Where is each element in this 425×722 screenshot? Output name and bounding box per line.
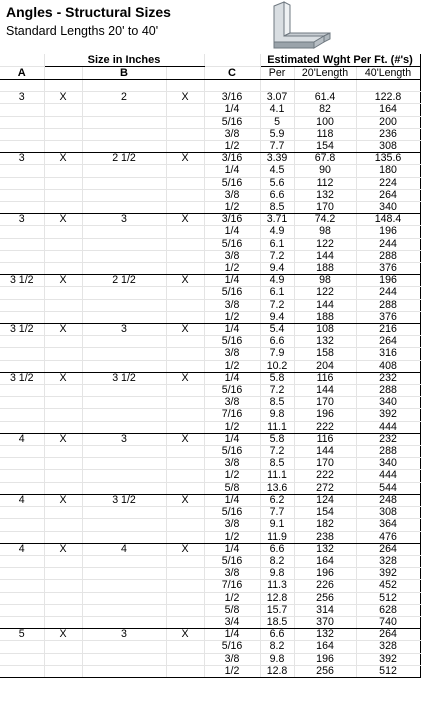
weight-20-length-cell: 108 <box>294 324 356 336</box>
size-c-cell: 3/16 <box>204 153 260 165</box>
weight-40-length-cell: 544 <box>356 482 420 494</box>
x-separator: X <box>166 324 204 336</box>
size-c-cell: 5/16 <box>204 446 260 458</box>
size-c-cell: 3/8 <box>204 653 260 665</box>
x-separator: X <box>44 433 82 445</box>
table-row <box>0 141 420 153</box>
size-c-cell: 1/2 <box>204 531 260 543</box>
weight-per-ft-cell: 7.7 <box>260 507 294 519</box>
table-row <box>0 226 420 238</box>
column-header-b: B <box>82 67 166 80</box>
weight-20-length-cell: 74.2 <box>294 214 356 226</box>
size-c-cell: 3/8 <box>204 348 260 360</box>
x-separator: X <box>44 543 82 555</box>
weight-40-length-cell: 232 <box>356 372 420 384</box>
weight-40-length-cell: 288 <box>356 250 420 262</box>
weight-per-ft-cell: 8.5 <box>260 458 294 470</box>
size-c-cell: 3/8 <box>204 189 260 201</box>
weight-40-length-cell: 408 <box>356 360 420 372</box>
size-c-cell: 1/4 <box>204 372 260 384</box>
size-c-cell: 3/8 <box>204 519 260 531</box>
size-b-cell: 3 <box>82 214 166 226</box>
weight-20-length-cell: 170 <box>294 458 356 470</box>
x-separator: X <box>44 372 82 384</box>
table-row <box>0 616 420 628</box>
size-c-cell: 1/4 <box>204 275 260 287</box>
table-row <box>0 433 420 445</box>
table-row <box>0 641 420 653</box>
column-header-per: Per <box>260 67 294 80</box>
size-b-cell: 4 <box>82 543 166 555</box>
page-title: Angles - Structural Sizes <box>6 4 171 20</box>
weight-20-length-cell: 256 <box>294 592 356 604</box>
weight-per-ft-cell: 8.5 <box>260 202 294 214</box>
table-row <box>0 470 420 482</box>
weight-40-length-cell: 740 <box>356 616 420 628</box>
x-separator: X <box>166 543 204 555</box>
table-row <box>0 177 420 189</box>
table-row <box>0 580 420 592</box>
weight-20-length-cell: 98 <box>294 275 356 287</box>
weight-40-length-cell: 236 <box>356 128 420 140</box>
weight-20-length-cell: 144 <box>294 250 356 262</box>
weight-40-length-cell: 512 <box>356 665 420 677</box>
table-row <box>0 409 420 421</box>
weight-40-length-cell: 244 <box>356 238 420 250</box>
size-a-cell: 4 <box>0 433 44 445</box>
table-row <box>0 604 420 616</box>
weight-per-ft-cell: 11.3 <box>260 580 294 592</box>
x-separator: X <box>166 214 204 226</box>
weight-per-ft-cell: 5.9 <box>260 128 294 140</box>
weight-40-length-cell: 135.6 <box>356 153 420 165</box>
table-row <box>0 458 420 470</box>
weight-20-length-cell: 196 <box>294 568 356 580</box>
weight-20-length-cell: 82 <box>294 104 356 116</box>
size-c-cell: 1/2 <box>204 470 260 482</box>
weight-40-length-cell: 264 <box>356 336 420 348</box>
table-row <box>0 214 420 226</box>
size-c-cell: 1/2 <box>204 421 260 433</box>
size-a-cell: 4 <box>0 494 44 506</box>
size-c-cell: 1/4 <box>204 165 260 177</box>
weight-40-length-cell: 512 <box>356 592 420 604</box>
table-row <box>0 189 420 201</box>
table-row <box>0 275 420 287</box>
weight-40-length-cell: 248 <box>356 494 420 506</box>
weight-40-length-cell: 180 <box>356 165 420 177</box>
weight-20-length-cell: 122 <box>294 287 356 299</box>
table-row <box>0 555 420 567</box>
size-c-cell: 1/2 <box>204 263 260 275</box>
size-b-cell: 3 <box>82 629 166 641</box>
weight-20-length-cell: 188 <box>294 263 356 275</box>
size-b-cell: 3 <box>82 433 166 445</box>
weight-per-ft-cell: 7.7 <box>260 141 294 153</box>
weight-per-ft-cell: 10.2 <box>260 360 294 372</box>
weight-40-length-cell: 264 <box>356 629 420 641</box>
table-row <box>0 372 420 384</box>
weight-40-length-cell: 308 <box>356 507 420 519</box>
weight-per-ft-cell: 4.9 <box>260 226 294 238</box>
size-c-cell: 5/16 <box>204 385 260 397</box>
weight-20-length-cell: 61.4 <box>294 92 356 104</box>
x-separator: X <box>44 153 82 165</box>
table-row <box>0 519 420 531</box>
size-c-cell: 3/8 <box>204 458 260 470</box>
table-row <box>0 629 420 641</box>
weight-per-ft-cell: 18.5 <box>260 616 294 628</box>
size-c-cell: 7/16 <box>204 409 260 421</box>
x-separator: X <box>166 275 204 287</box>
size-a-cell: 3 1/2 <box>0 275 44 287</box>
weight-40-length-cell: 364 <box>356 519 420 531</box>
weight-per-ft-cell: 15.7 <box>260 604 294 616</box>
table-row <box>0 507 420 519</box>
table-row <box>0 397 420 409</box>
table-row <box>0 104 420 116</box>
weight-per-ft-cell: 5.4 <box>260 324 294 336</box>
weight-40-length-cell: 444 <box>356 421 420 433</box>
weight-40-length-cell: 244 <box>356 287 420 299</box>
size-c-cell: 5/16 <box>204 177 260 189</box>
size-b-cell: 2 1/2 <box>82 153 166 165</box>
weight-40-length-cell: 376 <box>356 311 420 323</box>
weight-20-length-cell: 144 <box>294 299 356 311</box>
size-c-cell: 3/8 <box>204 568 260 580</box>
weight-20-length-cell: 122 <box>294 238 356 250</box>
weight-20-length-cell: 132 <box>294 189 356 201</box>
weight-per-ft-cell: 6.1 <box>260 238 294 250</box>
table-row <box>0 287 420 299</box>
weight-40-length-cell: 340 <box>356 202 420 214</box>
weight-20-length-cell: 370 <box>294 616 356 628</box>
table-row <box>0 568 420 580</box>
weight-per-ft-cell: 11.1 <box>260 470 294 482</box>
weight-20-length-cell: 256 <box>294 665 356 677</box>
size-a-cell: 3 <box>0 92 44 104</box>
size-c-cell: 3/8 <box>204 299 260 311</box>
size-c-cell: 1/2 <box>204 141 260 153</box>
column-header-c: C <box>204 67 260 80</box>
table-row <box>0 324 420 336</box>
size-c-cell: 3/16 <box>204 214 260 226</box>
size-c-cell: 1/2 <box>204 360 260 372</box>
weight-per-ft-cell: 7.2 <box>260 385 294 397</box>
x-separator: X <box>44 275 82 287</box>
weight-20-length-cell: 158 <box>294 348 356 360</box>
x-separator: X <box>166 433 204 445</box>
weight-per-ft-cell: 7.2 <box>260 299 294 311</box>
weight-40-length-cell: 328 <box>356 641 420 653</box>
weight-20-length-cell: 67.8 <box>294 153 356 165</box>
weight-20-length-cell: 90 <box>294 165 356 177</box>
table-row <box>0 128 420 140</box>
weight-per-ft-cell: 4.9 <box>260 275 294 287</box>
size-b-cell: 3 1/2 <box>82 372 166 384</box>
weight-40-length-cell: 264 <box>356 189 420 201</box>
size-c-cell: 1/2 <box>204 592 260 604</box>
weight-per-ft-cell: 8.5 <box>260 397 294 409</box>
weight-20-length-cell: 238 <box>294 531 356 543</box>
weight-per-ft-cell: 3.39 <box>260 153 294 165</box>
weight-20-length-cell: 112 <box>294 177 356 189</box>
weight-40-length-cell: 452 <box>356 580 420 592</box>
table-row <box>0 543 420 555</box>
size-c-cell: 3/8 <box>204 250 260 262</box>
weight-per-ft-cell: 9.4 <box>260 263 294 275</box>
weight-per-ft-cell: 6.6 <box>260 336 294 348</box>
weight-per-ft-cell: 7.2 <box>260 250 294 262</box>
weight-40-length-cell: 164 <box>356 104 420 116</box>
weight-per-ft-cell: 7.9 <box>260 348 294 360</box>
weight-per-ft-cell: 5.6 <box>260 177 294 189</box>
weight-20-length-cell: 154 <box>294 507 356 519</box>
x-separator: X <box>44 214 82 226</box>
size-c-cell: 1/4 <box>204 324 260 336</box>
weight-20-length-cell: 116 <box>294 372 356 384</box>
table-row <box>0 336 420 348</box>
weight-per-ft-cell: 4.1 <box>260 104 294 116</box>
size-c-cell: 1/4 <box>204 629 260 641</box>
table-row <box>0 238 420 250</box>
x-separator: X <box>44 629 82 641</box>
weight-40-length-cell: 200 <box>356 116 420 128</box>
weight-per-ft-cell: 12.8 <box>260 665 294 677</box>
weight-40-length-cell: 148.4 <box>356 214 420 226</box>
weight-20-length-cell: 222 <box>294 470 356 482</box>
table-row <box>0 165 420 177</box>
weight-20-length-cell: 314 <box>294 604 356 616</box>
weight-20-length-cell: 272 <box>294 482 356 494</box>
weight-20-length-cell: 132 <box>294 336 356 348</box>
spacer-row <box>0 80 420 92</box>
weight-40-length-cell: 340 <box>356 458 420 470</box>
weight-20-length-cell: 226 <box>294 580 356 592</box>
weight-20-length-cell: 164 <box>294 555 356 567</box>
x-separator: X <box>166 372 204 384</box>
size-c-cell: 5/16 <box>204 507 260 519</box>
weight-per-ft-cell: 5.8 <box>260 433 294 445</box>
table-row <box>0 385 420 397</box>
size-c-cell: 5/16 <box>204 641 260 653</box>
size-a-cell: 3 1/2 <box>0 372 44 384</box>
table-row <box>0 311 420 323</box>
size-c-cell: 5/16 <box>204 287 260 299</box>
weight-per-ft-cell: 12.8 <box>260 592 294 604</box>
weight-per-ft-cell: 13.6 <box>260 482 294 494</box>
header-row-groups <box>0 54 420 67</box>
weight-per-ft-cell: 6.1 <box>260 287 294 299</box>
column-header-20-length: 20'Length <box>294 67 356 80</box>
weight-per-ft-cell: 8.2 <box>260 555 294 567</box>
weight-20-length-cell: 98 <box>294 226 356 238</box>
header-row-columns <box>0 67 420 80</box>
size-c-cell: 1/2 <box>204 665 260 677</box>
size-c-cell: 1/4 <box>204 494 260 506</box>
weight-40-length-cell: 376 <box>356 263 420 275</box>
weight-20-length-cell: 170 <box>294 397 356 409</box>
weight-per-ft-cell: 9.8 <box>260 568 294 580</box>
weight-20-length-cell: 182 <box>294 519 356 531</box>
size-b-cell: 3 1/2 <box>82 494 166 506</box>
size-a-cell: 5 <box>0 629 44 641</box>
weight-per-ft-cell: 3.07 <box>260 92 294 104</box>
x-separator: X <box>166 153 204 165</box>
x-separator: X <box>44 92 82 104</box>
table-row <box>0 250 420 262</box>
weight-20-length-cell: 164 <box>294 641 356 653</box>
size-c-cell: 3/16 <box>204 92 260 104</box>
size-c-cell: 5/16 <box>204 555 260 567</box>
table-row <box>0 531 420 543</box>
weight-40-length-cell: 628 <box>356 604 420 616</box>
weight-20-length-cell: 100 <box>294 116 356 128</box>
weight-20-length-cell: 132 <box>294 543 356 555</box>
table-row <box>0 202 420 214</box>
weight-40-length-cell: 392 <box>356 653 420 665</box>
weight-40-length-cell: 328 <box>356 555 420 567</box>
size-c-cell: 1/4 <box>204 226 260 238</box>
weight-group-header: Estimated Wght Per Ft. (#'s) <box>260 54 420 67</box>
weight-per-ft-cell: 11.9 <box>260 531 294 543</box>
weight-40-length-cell: 224 <box>356 177 420 189</box>
size-c-cell: 5/16 <box>204 238 260 250</box>
weight-20-length-cell: 116 <box>294 433 356 445</box>
weight-per-ft-cell: 3.71 <box>260 214 294 226</box>
weight-20-length-cell: 196 <box>294 653 356 665</box>
table-row <box>0 482 420 494</box>
table-row <box>0 653 420 665</box>
size-a-cell: 4 <box>0 543 44 555</box>
weight-per-ft-cell: 6.6 <box>260 189 294 201</box>
weight-40-length-cell: 216 <box>356 324 420 336</box>
weight-40-length-cell: 316 <box>356 348 420 360</box>
weight-per-ft-cell: 8.2 <box>260 641 294 653</box>
table-row <box>0 446 420 458</box>
size-a-cell: 3 <box>0 214 44 226</box>
table-row <box>0 421 420 433</box>
weight-40-length-cell: 196 <box>356 275 420 287</box>
size-c-cell: 5/16 <box>204 336 260 348</box>
weight-20-length-cell: 196 <box>294 409 356 421</box>
size-c-cell: 1/2 <box>204 311 260 323</box>
structural-angle-icon <box>268 0 332 52</box>
weight-40-length-cell: 308 <box>356 141 420 153</box>
size-c-cell: 1/4 <box>204 104 260 116</box>
weight-40-length-cell: 122.8 <box>356 92 420 104</box>
table-row <box>0 116 420 128</box>
table-row <box>0 592 420 604</box>
weight-40-length-cell: 288 <box>356 299 420 311</box>
table-row <box>0 92 420 104</box>
size-b-cell: 2 1/2 <box>82 275 166 287</box>
weight-20-length-cell: 204 <box>294 360 356 372</box>
size-c-cell: 5/8 <box>204 482 260 494</box>
column-header-a: A <box>0 67 44 80</box>
weight-per-ft-cell: 9.8 <box>260 409 294 421</box>
size-c-cell: 3/4 <box>204 616 260 628</box>
table-row <box>0 263 420 275</box>
x-separator: X <box>166 494 204 506</box>
x-separator: X <box>166 629 204 641</box>
weight-40-length-cell: 476 <box>356 531 420 543</box>
weight-40-length-cell: 232 <box>356 433 420 445</box>
size-c-cell: 7/16 <box>204 580 260 592</box>
weight-20-length-cell: 144 <box>294 385 356 397</box>
size-c-cell: 1/4 <box>204 433 260 445</box>
x-separator: X <box>44 494 82 506</box>
weight-20-length-cell: 144 <box>294 446 356 458</box>
weight-per-ft-cell: 9.1 <box>260 519 294 531</box>
angles-table <box>0 54 421 678</box>
size-c-cell: 1/4 <box>204 543 260 555</box>
weight-40-length-cell: 340 <box>356 397 420 409</box>
weight-per-ft-cell: 6.2 <box>260 494 294 506</box>
weight-40-length-cell: 264 <box>356 543 420 555</box>
weight-20-length-cell: 222 <box>294 421 356 433</box>
table-row <box>0 360 420 372</box>
weight-40-length-cell: 392 <box>356 409 420 421</box>
weight-40-length-cell: 288 <box>356 446 420 458</box>
size-a-cell: 3 1/2 <box>0 324 44 336</box>
weight-per-ft-cell: 11.1 <box>260 421 294 433</box>
weight-40-length-cell: 288 <box>356 385 420 397</box>
size-group-header: Size in Inches <box>44 54 204 67</box>
column-header-40-length: 40'Length <box>356 67 420 80</box>
table-row <box>0 153 420 165</box>
weight-per-ft-cell: 5 <box>260 116 294 128</box>
size-b-cell: 3 <box>82 324 166 336</box>
page-subtitle: Standard Lengths 20' to 40' <box>6 24 159 38</box>
size-c-cell: 3/8 <box>204 397 260 409</box>
weight-40-length-cell: 392 <box>356 568 420 580</box>
weight-per-ft-cell: 6.6 <box>260 543 294 555</box>
weight-per-ft-cell: 7.2 <box>260 446 294 458</box>
size-c-cell: 1/2 <box>204 202 260 214</box>
weight-per-ft-cell: 5.8 <box>260 372 294 384</box>
table-row <box>0 665 420 677</box>
size-b-cell: 2 <box>82 92 166 104</box>
weight-per-ft-cell: 4.5 <box>260 165 294 177</box>
size-a-cell: 3 <box>0 153 44 165</box>
weight-20-length-cell: 132 <box>294 629 356 641</box>
weight-40-length-cell: 444 <box>356 470 420 482</box>
weight-20-length-cell: 124 <box>294 494 356 506</box>
weight-per-ft-cell: 9.4 <box>260 311 294 323</box>
table-row <box>0 494 420 506</box>
weight-20-length-cell: 154 <box>294 141 356 153</box>
weight-per-ft-cell: 9.8 <box>260 653 294 665</box>
weight-per-ft-cell: 6.6 <box>260 629 294 641</box>
weight-40-length-cell: 196 <box>356 226 420 238</box>
weight-20-length-cell: 118 <box>294 128 356 140</box>
table-row <box>0 348 420 360</box>
x-separator: X <box>166 92 204 104</box>
size-c-cell: 5/8 <box>204 604 260 616</box>
table-row <box>0 299 420 311</box>
size-c-cell: 3/8 <box>204 128 260 140</box>
size-c-cell: 5/16 <box>204 116 260 128</box>
x-separator: X <box>44 324 82 336</box>
weight-20-length-cell: 188 <box>294 311 356 323</box>
weight-20-length-cell: 170 <box>294 202 356 214</box>
